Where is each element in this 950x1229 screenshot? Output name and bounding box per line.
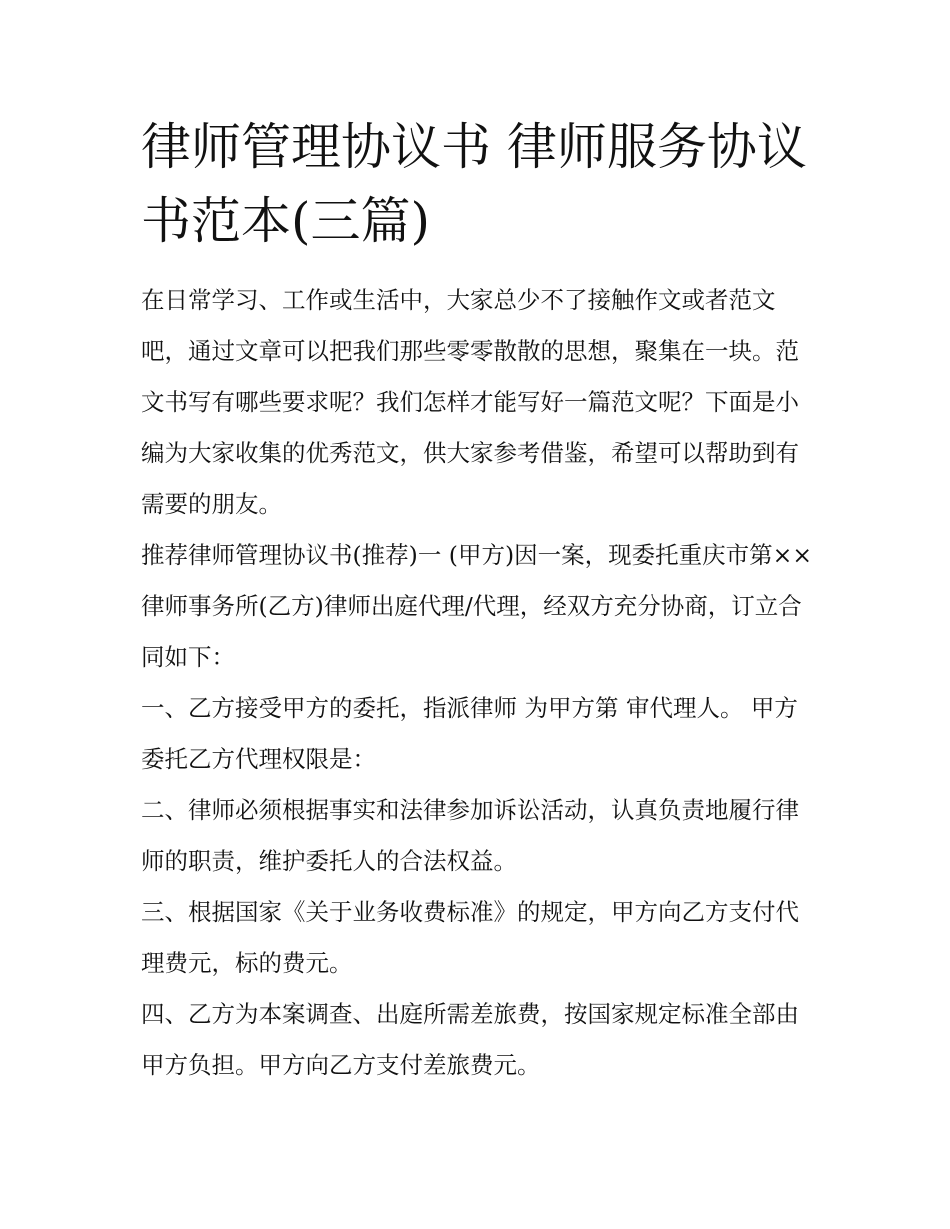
paragraph-intro: 在日常学习、工作或生活中，大家总少不了接触作文或者范文吧，通过文章可以把我们那些零零散散的思想，聚集在一块。范文书写有哪些要求呢？我们怎样才能写好一篇范文呢？下面是小编为大家收集的优秀范文，供大家参考借鉴，希望可以帮助到有需要的朋友。 [141, 286, 799, 518]
paragraph-clause-1: 一、乙方接受甲方的委托，指派律师 为甲方第 审代理人。 甲方委托乙方代理权限是： [141, 694, 798, 773]
paragraph-recommendation: 推荐律师管理协议书(推荐)一 (甲方)因一案，现委托重庆市第××律师事务所(乙方)律师出庭代理/代理，经双方充分协商，订立合同如下： [141, 541, 813, 671]
paragraph-clause-2: 二、律师必须根据事实和法律参加诉讼活动，认真负责地履行律师的职责，维护委托人的合法权益。 [141, 796, 799, 875]
document-body [141, 275, 813, 1091]
document-title: 律师管理协议书 律师服务协议书范本(三篇) [141, 118, 807, 250]
paragraph-clause-3: 三、根据国家《关于业务收费标准》的规定，甲方向乙方支付代理费元，标的费元。 [141, 898, 799, 977]
paragraph-clause-4: 四、乙方为本案调查、出庭所需差旅费，按国家规定标准全部由甲方负担。甲方向乙方支付差旅费元。 [141, 1000, 799, 1079]
